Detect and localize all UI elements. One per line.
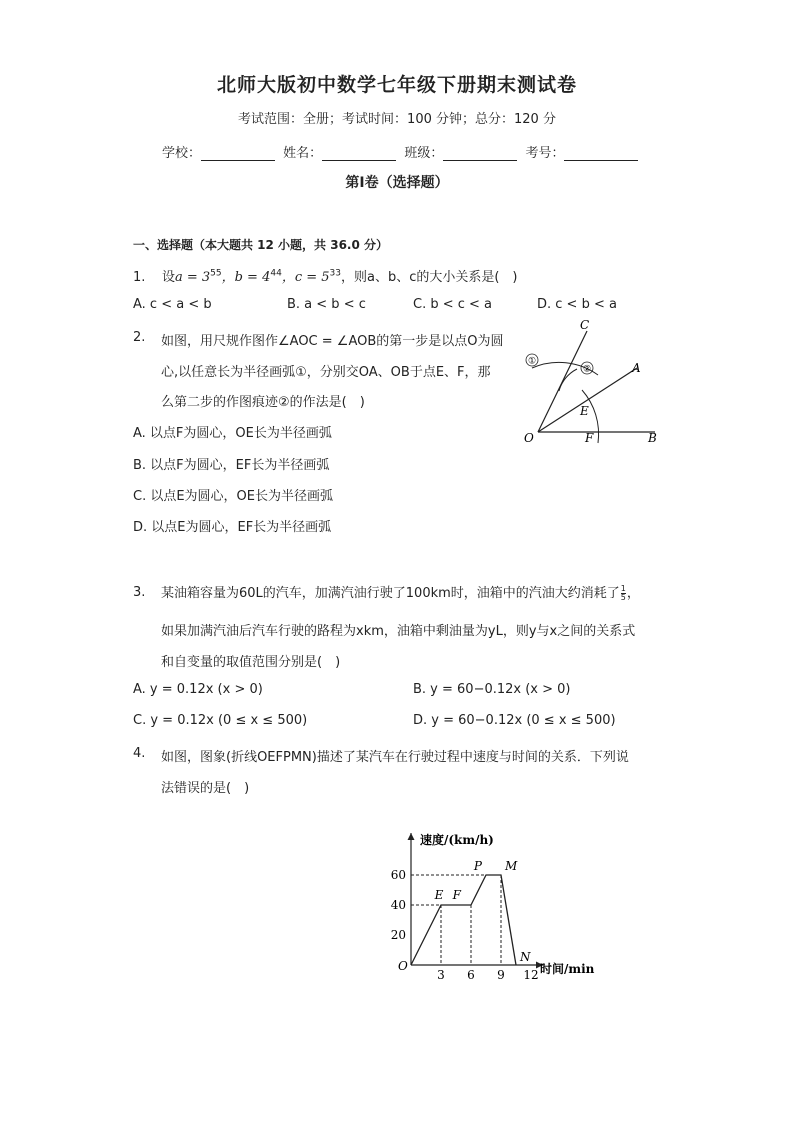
point-label-F: F [452,888,461,902]
q3-fraction [621,585,626,602]
student-info-row [162,142,642,161]
volume-heading: 第I卷（选择题） [345,175,449,191]
point-label-E: E [434,888,444,902]
q1-a-exp: 55 [210,268,222,279]
x-tick-label: 3 [437,968,445,980]
q1-stem [133,266,518,285]
q3-line2: 如果加满汽油后汽车行驶的路程为xkm，油箱中剩油量为yL，则y与x之间的关系式 [161,624,636,639]
q3-line3: 和自变量的取值范围分别是( ) [161,655,341,670]
name-label: 姓名： [283,146,323,161]
q3-frac-num: 1 [620,584,626,593]
q2-line2: 心,以任意长为半径画弧①，分别交OA、OB于点E、F，那 [161,365,491,380]
section-heading: 一、选择题（本大题共 12 小题，共 36.0 分） [133,238,389,252]
q2-option-b[interactable]: B. 以点F为圆心，EF长为半径画弧 [133,458,330,473]
q3-frac-den: 5 [620,593,626,602]
mark-1: ① [527,356,537,367]
q1-option-c[interactable]: C. b < c < a [413,297,493,312]
q3-option-b[interactable]: B. y = 60−0.12x (x > 0) [413,682,571,697]
y-axis-label: 速度/(km/h) [420,833,494,847]
speed-time-chart [388,830,613,980]
q2-option-d[interactable]: D. 以点E为圆心，EF长为半径画弧 [133,520,332,535]
class-label: 班级： [404,146,444,161]
q3-line1 [161,582,640,602]
label-e: E [580,404,589,418]
q2-option-c[interactable]: C. 以点E为圆心，OE长为半径画弧 [133,489,334,504]
y-tick-label: 40 [390,898,406,912]
label-o: O [524,431,534,445]
q2-angle-figure [515,315,675,450]
number-label: 考号： [525,146,565,161]
label-c: C [580,318,590,332]
point-label-N: N [520,950,531,964]
q3-line1-text: 某油箱容量为60L的汽车，加满汽油行驶了100km时，油箱中的汽油大约消耗了 [161,586,620,601]
y-tick-label: 60 [390,868,406,882]
ray-oa [538,368,637,432]
q2-number: 2. [133,330,146,345]
q1-text: 设 [161,270,175,285]
q4-line1: 如图，图象(折线OEFPMN)描述了某汽车在行驶过程中速度与时间的关系．下列说 [161,750,629,765]
page-title: 北师大版初中数学七年级下册期末测试卷 [216,74,577,96]
q4-number: 4. [133,746,146,761]
q3-option-c[interactable]: C. y = 0.12x (0 ≤ x ≤ 500) [133,713,308,728]
q2-option-a[interactable]: A. 以点F为圆心，OE长为半径画弧 [133,426,332,441]
q1-option-b[interactable]: B. a < b < c [287,297,366,312]
x-tick-label: 9 [497,968,505,980]
y-tick-label: 20 [390,928,406,942]
mark-2: ② [582,364,592,375]
q1-b: ，b = 4 [221,270,271,285]
q1-a: a = 3 [174,270,211,285]
label-a: A [632,361,641,375]
q1-option-d[interactable]: D. c < b < a [537,297,617,312]
q1-c: ，c = 5 [281,270,330,285]
q1-c-exp: 33 [329,268,341,279]
q1-number: 1. [133,270,146,285]
q1-b-exp: 44 [270,268,282,279]
arc-2 [559,369,577,391]
point-label-P: P [473,859,482,873]
school-label: 学校： [162,146,202,161]
q4-line2: 法错误的是( ) [161,781,250,796]
q2-line1: 如图，用尺规作图作∠AOC = ∠AOB的第一步是以点O为圆 [161,334,504,349]
q3-option-d[interactable]: D. y = 60−0.12x (0 ≤ x ≤ 500) [413,713,616,728]
class-blank[interactable] [443,146,517,161]
x-axis-label: 时间/min [540,962,595,976]
q2-line3: 么第二步的作图痕迹②的作法是( ) [161,395,365,410]
school-blank[interactable] [201,146,275,161]
q1-text-end: ，则a、b、c的大小关系是( ) [340,270,518,285]
label-f: F [585,431,594,445]
label-b: B [648,431,657,445]
origin-label: O [398,959,408,973]
q3-line1-end: ， [626,586,640,601]
point-label-M: M [505,859,518,873]
number-blank[interactable] [564,146,638,161]
x-tick-label: 12 [523,968,539,980]
q1-option-a[interactable]: A. c < a < b [133,297,212,312]
q3-number: 3. [133,585,146,600]
x-tick-label: 6 [467,968,475,980]
exam-info: 考试范围：全册；考试时间：100 分钟；总分：120 分 [238,112,556,127]
q3-option-a[interactable]: A. y = 0.12x (x > 0) [133,682,263,697]
speed-polyline [411,875,516,965]
name-blank[interactable] [322,146,396,161]
